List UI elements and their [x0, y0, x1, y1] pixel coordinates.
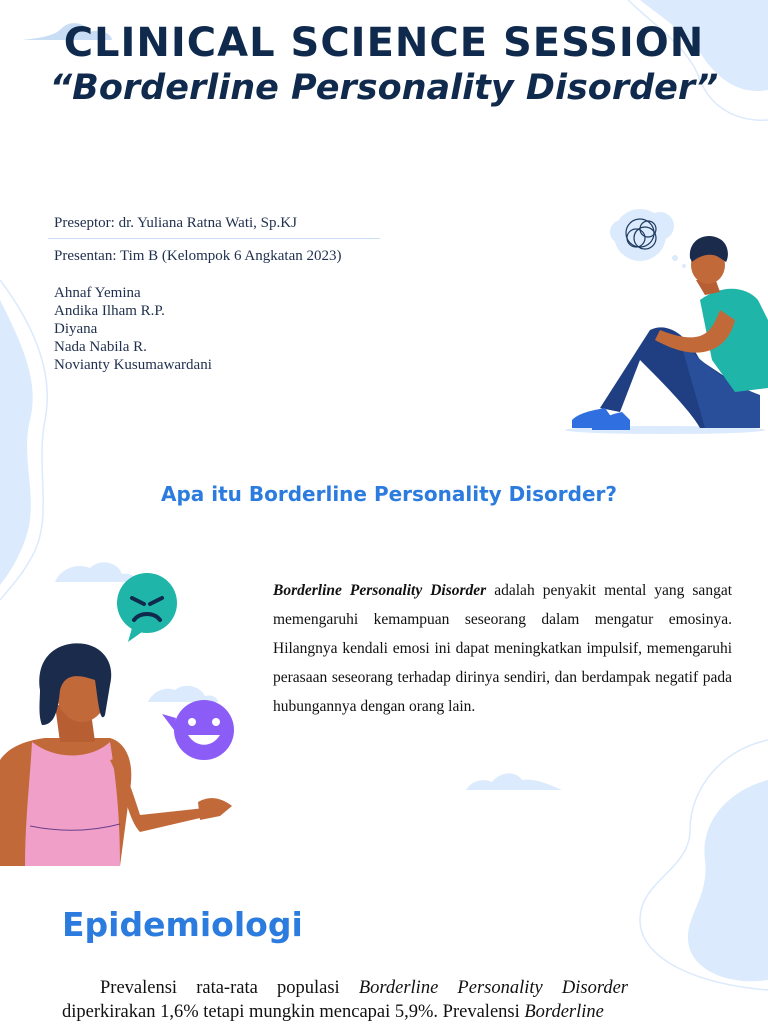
divider: [48, 238, 380, 239]
cloud-mid-left: [55, 562, 138, 582]
term-highlight: Borderline Personality Disorder: [273, 582, 487, 599]
member-name: Nada Nabila R.: [54, 339, 147, 355]
epi-text-b: diperkirakan 1,6% tetapi mungkin mencapai 5,9%. Prevalensi: [62, 1002, 525, 1022]
blob-left: [0, 300, 33, 585]
member-list: [54, 284, 212, 374]
member-name: Andika Ilham R.P.: [54, 303, 165, 319]
member-name: Ahnaf Yemina: [54, 285, 141, 301]
epi-term-a: Borderline Personality Disorder: [358, 978, 628, 998]
epi-text-a: Prevalensi rata-rata populasi: [100, 978, 359, 998]
section-question: Apa itu Borderline Personality Disorder?: [161, 482, 617, 506]
section-heading-epidemiology: Epidemiologi: [62, 905, 303, 944]
definition-text: adalah penyakit mental yang sangat memengaruhi kemampuan seseorang dalam mengatur emosinya. Hilangnya kendali emosi ini dapat meningkatkan impulsif, memengaruhi perasaan seseorang terhadap dirinya sendiri, dan berdampak negatif pada hubungannya dengan orang lain.: [273, 582, 733, 715]
definition-paragraph: [273, 576, 732, 721]
page-title: CLINICAL SCIENCE SESSION: [63, 20, 705, 66]
member-name: Novianty Kusumawardani: [54, 357, 212, 373]
preceptor-line: Preseptor: dr. Yuliana Ratna Wati, Sp.KJ: [54, 215, 297, 231]
cloud-right: [466, 773, 562, 790]
blob-right-bottom: [688, 780, 768, 981]
cloud-mid: [148, 686, 218, 702]
epi-term-b: Borderline: [524, 1002, 604, 1022]
member-name: Diyana: [54, 321, 98, 337]
page-subtitle: “Borderline Personality Disorder”: [49, 68, 719, 108]
sad-man-illustration: [565, 209, 768, 434]
presenter-line: Presentan: Tim B (Kelompok 6 Angkatan 2023): [54, 248, 342, 264]
epidemiology-paragraph: [62, 976, 628, 1024]
woman-illustration: [0, 573, 234, 866]
